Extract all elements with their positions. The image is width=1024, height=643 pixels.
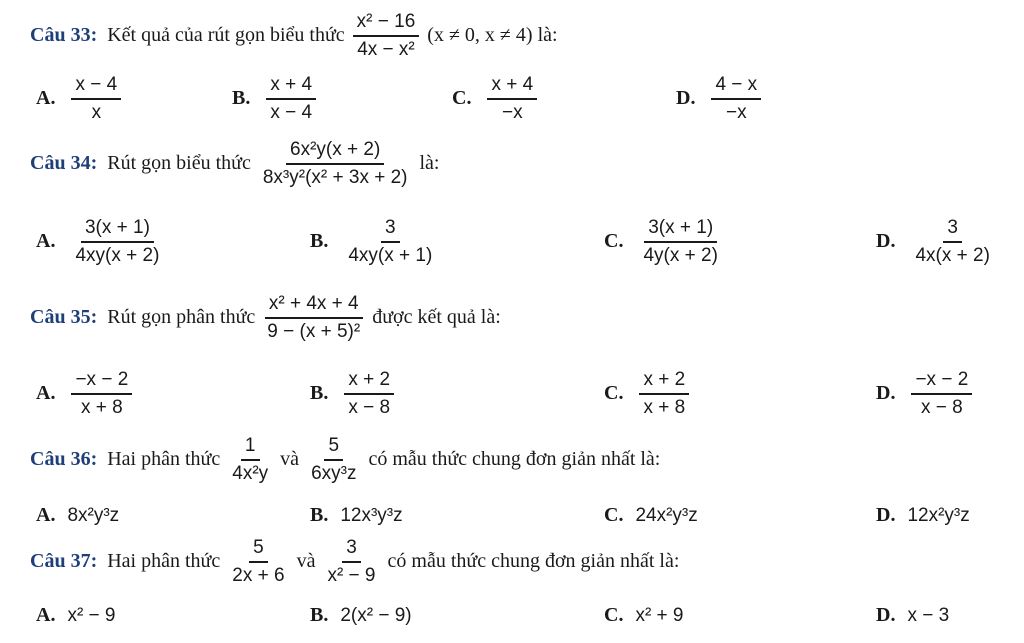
question-label: Câu 34: [30, 152, 98, 175]
option-letter: D. [876, 504, 896, 526]
fraction-numerator: 3 [381, 218, 400, 243]
option-letter: B. [310, 504, 329, 526]
question-text: Hai phân thức [107, 448, 221, 471]
question-label: Câu 37: [30, 550, 98, 573]
option-36-b[interactable] [310, 504, 403, 527]
option-letter: D. [676, 87, 696, 110]
option-33-d[interactable] [676, 75, 765, 123]
option-letter: B. [310, 382, 329, 405]
option-36-a[interactable] [36, 504, 119, 527]
question-text: Rút gọn biểu thức [107, 152, 251, 175]
question-fraction-1 [228, 538, 288, 586]
option-fraction [71, 370, 132, 418]
fraction-denominator: x + 8 [81, 396, 123, 418]
fraction-numerator: x + 2 [639, 370, 689, 395]
fraction-denominator: 9 − (x + 5)² [267, 320, 361, 342]
option-37-c[interactable] [604, 604, 684, 627]
option-35-c[interactable] [604, 370, 693, 418]
question-label: Câu 35: [30, 306, 98, 329]
option-expression: x² + 9 [635, 604, 684, 626]
question-text: Rút gọn phân thức [107, 306, 256, 329]
option-fraction [344, 370, 394, 418]
question-35 [30, 294, 505, 342]
question-text: Kết quả của rút gọn biểu thức [107, 24, 345, 47]
question-label: Câu 33: [30, 24, 98, 47]
option-fraction [344, 218, 436, 266]
fraction-numerator: 6x²y(x + 2) [286, 140, 384, 165]
fraction-numerator: x + 2 [344, 370, 394, 395]
fraction-denominator: 4xy(x + 1) [348, 244, 433, 266]
fraction-numerator: 3 [342, 538, 361, 563]
option-37-a[interactable] [36, 604, 116, 627]
option-letter: C. [604, 382, 624, 405]
option-letter: D. [876, 230, 896, 253]
option-letter: A. [36, 87, 56, 110]
option-expression: 12x²y³z [907, 504, 970, 526]
fraction-numerator: x² − 16 [353, 12, 420, 37]
fraction-numerator: 5 [324, 436, 343, 461]
fraction-denominator: 4x(x + 2) [915, 244, 990, 266]
fraction-numerator: x² + 4x + 4 [265, 294, 363, 319]
option-fraction [911, 370, 972, 418]
question-fraction [259, 140, 412, 188]
option-letter: C. [452, 87, 472, 110]
fraction-denominator: x² − 9 [327, 564, 376, 586]
question-33 [30, 12, 562, 60]
option-35-d[interactable] [876, 370, 976, 418]
fraction-denominator: −x [726, 101, 747, 123]
option-letter: D. [876, 604, 896, 626]
question-suffix: có mẫu thức chung đơn giản nhất là: [387, 550, 680, 573]
fraction-numerator: 3(x + 1) [644, 218, 717, 243]
option-letter: A. [36, 230, 56, 253]
option-34-c[interactable] [604, 218, 726, 266]
option-34-d[interactable] [876, 218, 998, 266]
option-expression: 24x²y³z [635, 504, 698, 526]
fraction-denominator: 4y(x + 2) [643, 244, 718, 266]
fraction-denominator: x − 4 [270, 101, 313, 123]
question-37 [30, 538, 683, 586]
option-letter: B. [310, 604, 329, 626]
option-letter: B. [310, 230, 329, 253]
option-33-a[interactable] [36, 75, 125, 123]
fraction-numerator: 3(x + 1) [81, 218, 154, 243]
option-expression: 2(x² − 9) [340, 604, 412, 626]
question-conjunction: và [296, 550, 316, 573]
option-letter: C. [604, 604, 624, 626]
option-34-b[interactable] [310, 218, 440, 266]
question-suffix: có mẫu thức chung đơn giản nhất là: [368, 448, 661, 471]
option-fraction [71, 218, 163, 266]
option-expression: x − 3 [907, 604, 950, 626]
question-suffix: được kết quả là: [372, 306, 501, 329]
question-36 [30, 436, 664, 484]
question-fraction-2 [323, 538, 379, 586]
option-36-d[interactable] [876, 504, 970, 527]
option-expression: 8x²y³z [67, 504, 120, 526]
question-fraction [353, 12, 420, 60]
option-35-b[interactable] [310, 370, 398, 418]
fraction-numerator: x − 4 [71, 75, 121, 100]
fraction-numerator: 5 [249, 538, 268, 563]
fraction-numerator: x + 4 [487, 75, 537, 100]
fraction-denominator: x + 8 [643, 396, 686, 418]
question-fraction-1 [228, 436, 272, 484]
option-fraction [711, 75, 761, 123]
option-fraction [266, 75, 316, 123]
fraction-numerator: −x − 2 [71, 370, 132, 395]
fraction-numerator: x + 4 [266, 75, 316, 100]
option-37-d[interactable] [876, 604, 949, 627]
option-35-a[interactable] [36, 370, 136, 418]
fraction-denominator: x [91, 101, 102, 123]
option-34-a[interactable] [36, 218, 167, 266]
question-condition: (x ≠ 0, x ≠ 4) là: [427, 24, 558, 47]
option-37-b[interactable] [310, 604, 412, 627]
fraction-denominator: x − 8 [921, 396, 963, 418]
fraction-numerator: 1 [241, 436, 260, 461]
option-33-b[interactable] [232, 75, 320, 123]
fraction-denominator: 8x³y²(x² + 3x + 2) [262, 166, 408, 188]
option-letter: A. [36, 382, 56, 405]
question-suffix: là: [419, 152, 440, 175]
fraction-numerator: 4 − x [711, 75, 761, 100]
question-fraction [263, 294, 364, 342]
option-36-c[interactable] [604, 504, 698, 527]
option-fraction [487, 75, 537, 123]
fraction-denominator: 4xy(x + 2) [75, 244, 160, 266]
option-fraction [639, 370, 689, 418]
fraction-denominator: 4x − x² [357, 38, 415, 60]
question-fraction-2 [307, 436, 360, 484]
option-fraction [639, 218, 721, 266]
fraction-denominator: 2x + 6 [232, 564, 285, 586]
fraction-denominator: x − 8 [348, 396, 391, 418]
option-33-c[interactable] [452, 75, 541, 123]
option-letter: A. [36, 504, 56, 526]
question-text: Hai phân thức [107, 550, 221, 573]
option-letter: D. [876, 382, 896, 405]
option-letter: C. [604, 504, 624, 526]
question-label: Câu 36: [30, 448, 98, 471]
option-expression: x² − 9 [67, 604, 116, 626]
fraction-denominator: −x [502, 101, 523, 123]
option-fraction [71, 75, 121, 123]
option-letter: A. [36, 604, 56, 626]
option-fraction [911, 218, 993, 266]
fraction-denominator: 4x²y [232, 462, 269, 484]
question-34 [30, 140, 444, 188]
question-conjunction: và [280, 448, 300, 471]
option-expression: 12x³y³z [340, 504, 403, 526]
fraction-numerator: 3 [943, 218, 962, 243]
option-letter: C. [604, 230, 624, 253]
fraction-numerator: −x − 2 [911, 370, 972, 395]
fraction-denominator: 6xy³z [311, 462, 357, 484]
option-letter: B. [232, 87, 251, 110]
